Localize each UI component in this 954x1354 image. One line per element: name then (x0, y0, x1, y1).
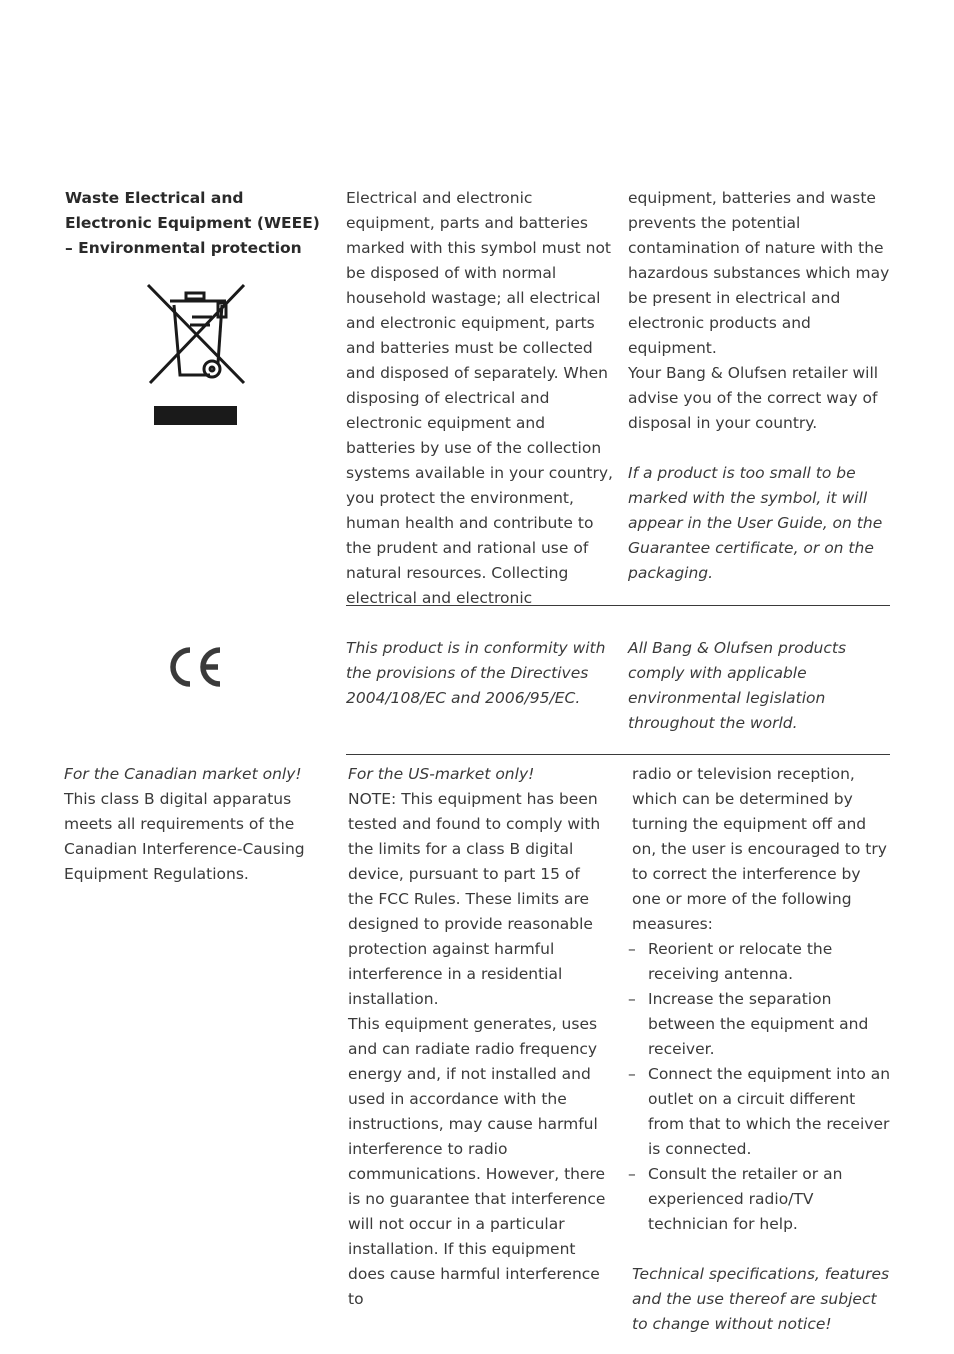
weee-text-col2 (628, 186, 892, 586)
list-item: – Increase the separation between the equipment and receiver. (632, 987, 894, 1062)
measures-list (632, 937, 894, 1237)
canada-heading: For the Canadian market only! (64, 765, 302, 783)
us-note-para: NOTE: This equipment has been tested and found to comply with the limits for a class B digital device, pursuant to part 15 of the FCC Rules. These limits are designed to provide reasonable protection against harmful interference in a residential installation. (348, 790, 601, 1008)
list-item: – Reorient or relocate the receiving antenna. (632, 937, 894, 987)
canada-section (64, 762, 326, 887)
us-section-col2 (632, 762, 894, 1337)
section-divider (346, 605, 890, 606)
us-heading: For the US-market only! (348, 765, 535, 783)
weee-bar (154, 406, 237, 425)
crossed-out-wheelie-bin-icon (146, 283, 246, 387)
us-reception-para: radio or television reception, which can be determined by turning the equipment off and on, the user is encouraged to try to correct the interference by one or more of the following measures: (632, 765, 887, 933)
canada-body: This class B digital apparatus meets all requirements of the Canadian Interference-Causing Equipment Regulations. (64, 790, 305, 883)
specifications-notice: Technical specifications, features and the use thereof are subject to change without notice! (632, 1265, 890, 1333)
ce-conformity-text: This product is in conformity with the provisions of the Directives 2004/108/EC and 2006/95/EC. (346, 639, 606, 707)
weee-heading: Waste Electrical and Electronic Equipment (WEEE) – Environmental protection (65, 189, 320, 257)
weee-col2-para2: Your Bang & Olufsen retailer will advise you of the correct way of disposal in your country. (628, 364, 879, 432)
us-interference-para: This equipment generates, uses and can radiate radio frequency energy and, if not installed and used in accordance with the instructions, may cause harmful interference to radio communications. However, there is no guarantee that interference will not occur in a particular installation. If this equipment does cause harmful interference to (348, 1015, 606, 1308)
us-section-col1 (348, 762, 610, 1312)
list-item: – Consult the retailer or an experienced radio/TV technician for help. (632, 1162, 894, 1237)
weee-col2-para1: equipment, batteries and waste prevents the potential contamination of nature with the hazardous substances which may be present in electrical and electronic products and equipment. (628, 189, 890, 357)
environment-compliance-text: All Bang & Olufsen products comply with applicable environmental legislation throughout the world. (628, 639, 847, 732)
weee-text-col1: Electrical and electronic equipment, parts and batteries marked with this symbol must not be disposed of with normal household wastage; all electrical and electronic equipment, parts and batteries must be collected and disposed of separately. When disposing of electrical and electronic equipment and batteries by use of the collection systems available in your country, you protect the environment, human health and contribute to the prudent and rational use of natural resources. Collecting electrical and electronic (346, 189, 613, 607)
section-divider (346, 754, 890, 755)
ce-mark-icon (166, 646, 224, 688)
weee-small-product-note: If a product is too small to be marked with the symbol, it will appear in the User Guide, on the Guarantee certificate, or on the packaging. (628, 464, 883, 582)
list-item: – Connect the equipment into an outlet on a circuit different from that to which the receiver is connected. (632, 1062, 894, 1162)
